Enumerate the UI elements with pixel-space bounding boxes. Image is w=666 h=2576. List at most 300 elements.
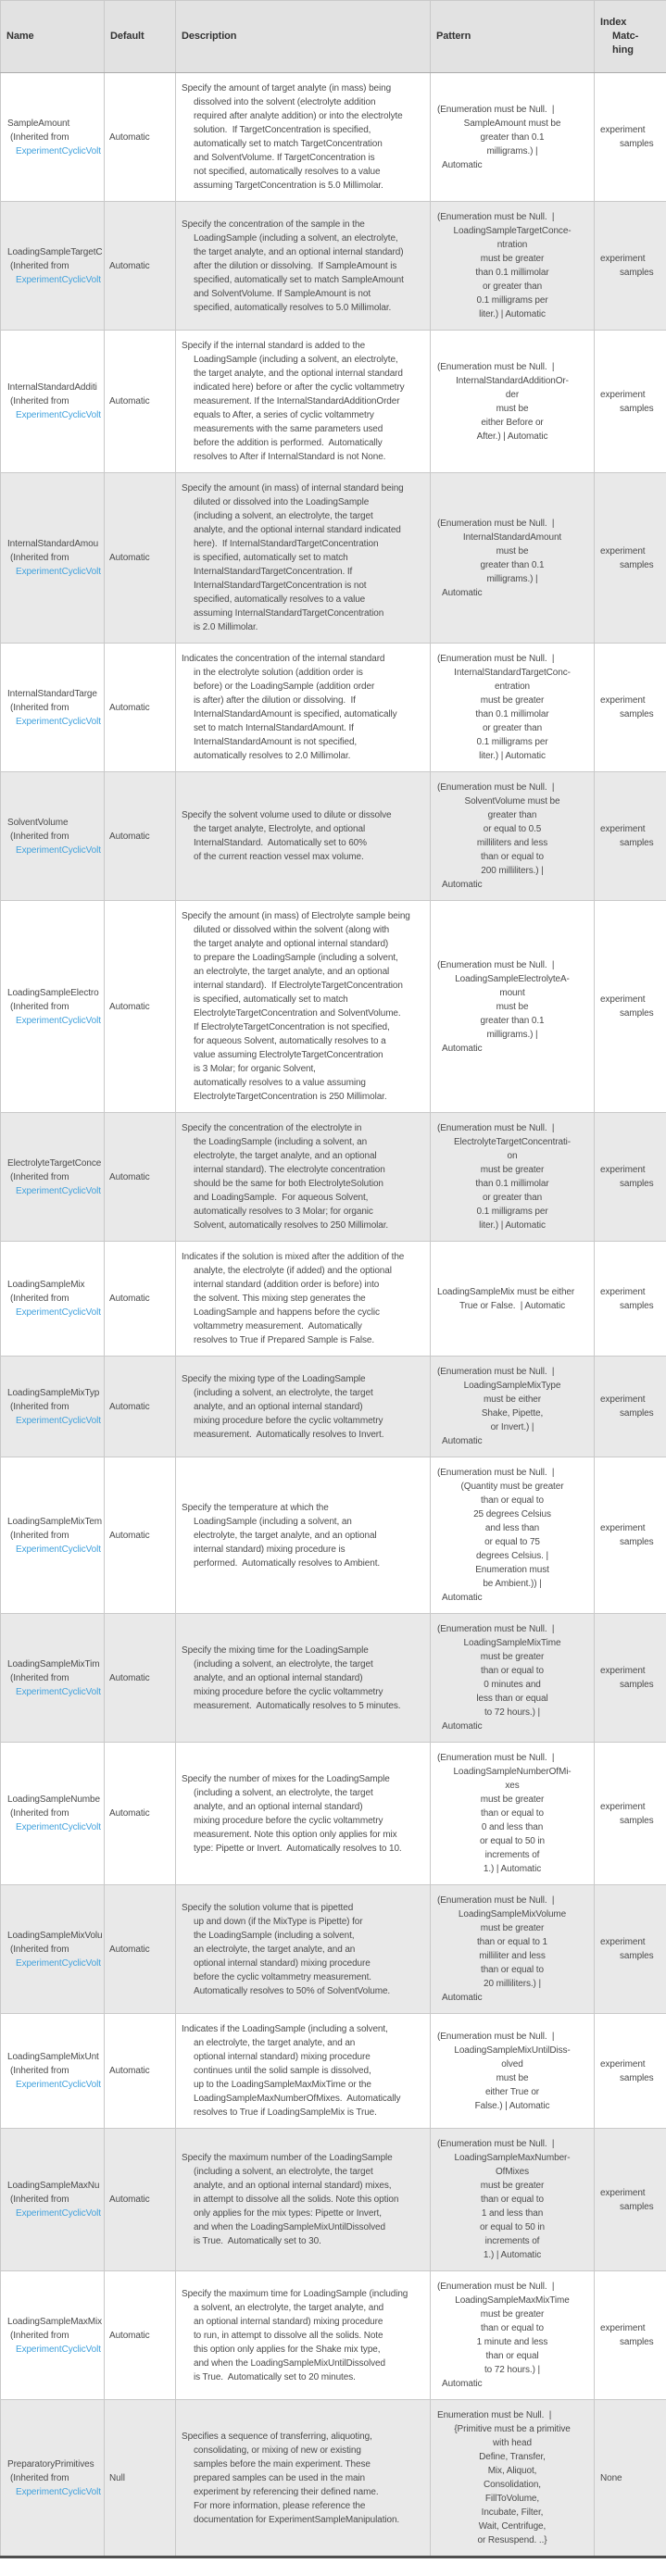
text-line: samples bbox=[620, 403, 654, 414]
description-cell bbox=[176, 331, 431, 473]
text-line: For more information, please reference the bbox=[194, 2500, 366, 2511]
option-row-LoadingSampleMaxNu bbox=[1, 2129, 666, 2271]
inherited-from-label: (Inherited from bbox=[10, 702, 69, 713]
text-line: 1 minute and less bbox=[476, 2337, 548, 2347]
inherited-link[interactable]: ExperimentCyclicVolt bbox=[16, 1686, 101, 1697]
default-cell bbox=[105, 1743, 176, 1885]
description-cell bbox=[176, 644, 431, 772]
name-cell bbox=[1, 1242, 105, 1357]
text-line: samples bbox=[620, 709, 654, 719]
text-line: Specify the concentration of the electrolyte in bbox=[182, 1123, 362, 1133]
description-cell bbox=[176, 2129, 431, 2271]
text-line: or greater than bbox=[482, 281, 543, 292]
text-line: Specify the maximum number of the LoadingSample bbox=[182, 2153, 393, 2163]
text-line: Indicates if the solution is mixed after the addition of the bbox=[182, 1252, 405, 1262]
text-line: up to the LoadingSampleMaxMixTime or the bbox=[194, 2080, 371, 2090]
text-line: samples bbox=[620, 139, 654, 149]
column-header-pattern bbox=[431, 1, 595, 73]
default-cell bbox=[105, 331, 176, 473]
text-line: diluted or dissolved into the LoadingSample bbox=[194, 497, 370, 507]
text-line: Null bbox=[109, 2472, 125, 2483]
text-line: Enumeration must bbox=[475, 1565, 549, 1575]
text-line: samples bbox=[620, 559, 654, 570]
index-matching-cell bbox=[595, 2129, 666, 2271]
text-line: Specify the solution volume that is pipetted bbox=[182, 1902, 354, 1913]
text-line: InternalStandard. Automatically set to 60% bbox=[194, 838, 367, 848]
pattern-cell bbox=[431, 331, 595, 473]
text-line: optional internal standard) mixing procedure bbox=[194, 1957, 371, 1969]
text-line: samples bbox=[620, 2201, 654, 2212]
text-line: Specify the maximum time for LoadingSample (including bbox=[182, 2288, 408, 2299]
text-line: optional internal standard) mixing procedure bbox=[194, 2052, 371, 2062]
name-cell bbox=[1, 772, 105, 901]
text-line: Specify if the internal standard is added to the bbox=[182, 341, 366, 351]
text-line: InternalStandardAdditionOr- bbox=[456, 375, 569, 386]
text-line: Automatic bbox=[109, 1530, 150, 1541]
text-line: (Enumeration must be Null. | bbox=[437, 518, 555, 529]
inherited-link[interactable]: ExperimentCyclicVolt bbox=[16, 2080, 101, 2090]
text-line: resolves to True if LoadingSampleMix is True. bbox=[194, 2107, 377, 2118]
index-matching-cell bbox=[595, 2271, 666, 2400]
text-line: performed. Automatically resolves to Ambient. bbox=[194, 1557, 381, 1569]
inherited-from-label: (Inherited from bbox=[10, 1530, 69, 1541]
pattern-cell bbox=[431, 772, 595, 901]
index-matching-cell bbox=[595, 1113, 666, 1242]
text-line: must be greater bbox=[480, 1794, 545, 1805]
default-cell bbox=[105, 1242, 176, 1357]
inherited-link[interactable]: ExperimentCyclicVolt bbox=[16, 274, 101, 285]
inherited-line bbox=[6, 1543, 99, 1557]
text-line: is 3 Molar; for organic Solvent, bbox=[194, 1064, 316, 1074]
text-line: (Enumeration must be Null. | bbox=[437, 1624, 555, 1634]
text-line: internal standard (addition order is before) into bbox=[194, 1280, 380, 1290]
text-line: InternalStandardAmount bbox=[462, 531, 562, 543]
inherited-from-label: (Inherited from bbox=[10, 2472, 69, 2483]
inherited-link[interactable]: ExperimentCyclicVolt bbox=[16, 1185, 101, 1196]
text-line: experiment bbox=[600, 695, 646, 706]
text-line: der bbox=[505, 389, 520, 400]
name-cell bbox=[1, 2014, 105, 2129]
inherited-from-label: (Inherited from bbox=[10, 1672, 69, 1683]
inherited-line bbox=[6, 565, 99, 579]
inherited-link[interactable]: ExperimentCyclicVolt bbox=[16, 716, 101, 727]
inherited-link[interactable]: ExperimentCyclicVolt bbox=[16, 2344, 101, 2355]
text-line: experiment bbox=[600, 824, 646, 834]
column-header-index_matching bbox=[595, 1, 666, 73]
text-line: liter.) | Automatic bbox=[479, 309, 546, 319]
text-line: LoadingSampleMixType bbox=[463, 1381, 561, 1391]
inherited-from-label: (Inherited from bbox=[10, 553, 69, 563]
option-name: InternalStandardTarge bbox=[7, 688, 97, 699]
text-line: Automatic bbox=[109, 831, 150, 842]
option-name: LoadingSampleElectro bbox=[7, 987, 99, 998]
text-line: Index bbox=[600, 17, 627, 28]
text-line: or Resuspend. ..} bbox=[477, 2535, 547, 2545]
option-name: LoadingSampleNumbe bbox=[7, 1794, 100, 1805]
text-line: Automatic bbox=[109, 702, 150, 713]
text-line: dissolved into the solvent (electrolyte addition bbox=[194, 97, 376, 107]
text-line: Indicates if the LoadingSample (including a solvent, bbox=[182, 2024, 388, 2034]
text-line: (including a solvent, an electrolyte, the target bbox=[194, 1387, 373, 1398]
inherited-from-label: (Inherited from bbox=[10, 131, 69, 143]
text-line: {Primitive must be a primitive bbox=[454, 2424, 571, 2434]
option-name: InternalStandardAdditi bbox=[7, 382, 97, 393]
description-cell bbox=[176, 73, 431, 202]
text-line: experiment by referencing their defined name. bbox=[194, 2486, 379, 2497]
text-line: only applies for the mix types: Pipette or Invert, bbox=[194, 2208, 382, 2219]
inherited-from-label: (Inherited from bbox=[10, 1944, 69, 1955]
text-line: analyte, and an optional internal standard) bbox=[194, 1672, 363, 1683]
text-line: LoadingSampleMix must be either bbox=[437, 1286, 575, 1297]
text-line: measurement. Automatically resolves to Invert. bbox=[194, 1429, 384, 1440]
text-line: continues until the solid sample is dissolved, bbox=[194, 2066, 371, 2076]
text-line: SolventVolume must be bbox=[464, 796, 560, 807]
text-line: automatically resolves to 2.0 Millimolar. bbox=[194, 751, 351, 761]
text-line: experiment bbox=[600, 2323, 646, 2333]
pattern-cell bbox=[431, 1457, 595, 1614]
text-line: than or equal to bbox=[481, 1495, 544, 1506]
text-line: experiment bbox=[600, 2058, 646, 2070]
text-line: LoadingSampleTargetConce- bbox=[453, 226, 572, 236]
text-line: Automatic bbox=[442, 1721, 483, 1732]
index-matching-cell bbox=[595, 1457, 666, 1614]
inherited-link[interactable]: ExperimentCyclicVolt bbox=[16, 1415, 101, 1426]
text-line: mixing procedure before the cyclic voltammetry bbox=[194, 1686, 383, 1697]
text-line: than 0.1 millimolar bbox=[475, 1179, 549, 1189]
text-line: automatically set to match TargetConcentration bbox=[194, 139, 383, 149]
text-line: Automatic bbox=[109, 1294, 150, 1304]
text-line: specified, automatically set to match SampleAmount bbox=[194, 274, 404, 285]
inherited-line bbox=[6, 715, 99, 729]
text-line: (Enumeration must be Null. | bbox=[437, 2139, 555, 2149]
text-line: liter.) | Automatic bbox=[479, 1220, 546, 1231]
text-line: samples bbox=[620, 1179, 654, 1189]
option-row-LoadingSampleMaxMix bbox=[1, 2271, 666, 2400]
text-line: must be either bbox=[484, 1394, 541, 1405]
inherited-line bbox=[6, 2485, 99, 2499]
text-line: be Ambient.)) | bbox=[483, 1579, 542, 1589]
text-line: milligrams.) | bbox=[486, 573, 538, 584]
text-line: automatically resolves to a value assuming bbox=[194, 1078, 366, 1088]
option-name: SampleAmount bbox=[7, 118, 70, 129]
default-cell bbox=[105, 2400, 176, 2557]
column-header-description bbox=[176, 1, 431, 73]
text-line: or equal to 50 in bbox=[479, 1836, 546, 1846]
text-line: Automatic bbox=[109, 396, 150, 406]
text-line: internal standard). If ElectrolyteTargetConcentration bbox=[194, 981, 403, 991]
text-line: FillToVolume, bbox=[484, 2494, 540, 2504]
text-line: the target analyte, and an optional internal standard) bbox=[194, 246, 404, 257]
text-line: xes bbox=[505, 1781, 520, 1791]
text-line: must be greater bbox=[480, 254, 545, 264]
text-line: milliliter and less bbox=[479, 1951, 546, 1961]
text-line: LoadingSampleMixUntilDiss- bbox=[454, 2045, 571, 2056]
description-cell bbox=[176, 473, 431, 644]
pattern-cell bbox=[431, 2014, 595, 2129]
inherited-link[interactable]: ExperimentCyclicVolt bbox=[16, 567, 101, 577]
text-line: or equal to 75 bbox=[484, 1537, 540, 1547]
inherited-link[interactable]: ExperimentCyclicVolt bbox=[16, 1822, 101, 1832]
name-cell bbox=[1, 1357, 105, 1457]
text-line: the target analyte and optional internal standard) bbox=[194, 939, 389, 949]
text-line: than or equal to bbox=[481, 1965, 544, 1975]
text-line: is True. Automatically set to 30. bbox=[194, 2236, 321, 2246]
text-line: to 72 hours.) | bbox=[484, 2365, 541, 2375]
text-line: experiment bbox=[600, 254, 646, 264]
text-line: than or equal to bbox=[481, 852, 544, 862]
text-line: not specified, automatically resolves to a value bbox=[194, 167, 381, 177]
text-line: Define, Transfer, bbox=[479, 2452, 546, 2462]
text-line: (Enumeration must be Null. | bbox=[437, 1367, 555, 1377]
text-line: Specify the solvent volume used to dilute or dissolve bbox=[182, 810, 392, 820]
option-name: LoadingSampleMixTyp bbox=[7, 1387, 100, 1398]
text-line: LoadingSampleMaxNumberOfMixes. Automatically bbox=[194, 2094, 401, 2104]
text-line: Solvent, automatically resolves to 250 Millimolar. bbox=[194, 1220, 389, 1231]
pattern-cell bbox=[431, 1113, 595, 1242]
inherited-line bbox=[6, 2207, 99, 2220]
inherited-link[interactable]: ExperimentCyclicVolt bbox=[16, 1957, 101, 1969]
index-matching-cell bbox=[595, 1357, 666, 1457]
text-line: the LoadingSample (including a solvent, an bbox=[194, 1137, 368, 1147]
text-line: samples bbox=[620, 838, 654, 848]
inherited-line bbox=[6, 1820, 99, 1834]
text-line: set to match InternalStandardAmount. If bbox=[194, 723, 354, 733]
text-line: an electrolyte, the target analyte, and an optional bbox=[194, 967, 390, 977]
text-line: and less than bbox=[484, 1523, 540, 1533]
text-line: internal standard) mixing procedure is bbox=[194, 1544, 346, 1555]
text-line: less than or equal bbox=[476, 1694, 548, 1704]
default-cell bbox=[105, 473, 176, 644]
text-line: (including a solvent, an electrolyte, the target bbox=[194, 1787, 373, 1798]
text-line: voltammetry measurement. Automatically bbox=[194, 1321, 362, 1332]
text-line: 0 and less than bbox=[481, 1822, 544, 1832]
text-line: (Enumeration must be Null. | bbox=[437, 2282, 555, 2292]
text-line: milligrams.) | bbox=[486, 145, 538, 156]
text-line: liter.) | Automatic bbox=[479, 751, 546, 761]
name-cell bbox=[1, 202, 105, 331]
text-line: ntration bbox=[496, 240, 528, 250]
text-line: after the dilution or dissolving. If SampleAmount is bbox=[194, 260, 397, 271]
text-line: (including a solvent, an electrolyte, the target bbox=[194, 2167, 373, 2177]
text-line: milligrams.) | bbox=[486, 1029, 538, 1040]
option-row-LoadingSampleMix bbox=[1, 1242, 666, 1357]
text-line: or equal to 0.5 bbox=[483, 824, 542, 834]
default-cell bbox=[105, 73, 176, 202]
description-cell bbox=[176, 1242, 431, 1357]
text-line: or greater than bbox=[482, 1193, 543, 1203]
text-line: (Quantity must be greater bbox=[460, 1482, 564, 1492]
inherited-link[interactable]: ExperimentCyclicVolt bbox=[16, 1307, 101, 1318]
text-line: must be greater bbox=[480, 2309, 545, 2320]
text-line: Specify the concentration of the sample in the bbox=[182, 219, 365, 230]
text-line: samples bbox=[620, 268, 654, 278]
text-line: in attempt to dissolve all the solids. Note this option bbox=[194, 2195, 399, 2205]
text-line: (Enumeration must be Null. | bbox=[437, 1123, 555, 1133]
text-line: measurements with the same parameters used bbox=[194, 424, 383, 434]
text-line: 20 milliliters.) | bbox=[484, 1979, 541, 1989]
text-line: hing bbox=[612, 44, 634, 56]
name-cell bbox=[1, 1885, 105, 2014]
text-line: and LoadingSample. For aqueous Solvent, bbox=[194, 1193, 369, 1203]
text-line: Automatic bbox=[109, 2195, 150, 2205]
pattern-cell bbox=[431, 473, 595, 644]
option-name: LoadingSampleTargetC bbox=[7, 246, 103, 257]
name-cell bbox=[1, 1743, 105, 1885]
text-line: experiment bbox=[600, 389, 646, 400]
text-line: samples bbox=[620, 2337, 654, 2347]
text-line: Automatic bbox=[442, 2379, 483, 2389]
text-line: the LoadingSample (including a solvent, bbox=[194, 1930, 355, 1941]
text-line: LoadingSample and happens before the cyclic bbox=[194, 1307, 380, 1318]
text-line: samples bbox=[620, 1815, 654, 1826]
option-row-ElectrolyteTargetConce bbox=[1, 1113, 666, 1242]
text-line: analyte, and an optional internal standard) mixes, bbox=[194, 2181, 392, 2191]
inherited-link[interactable]: ExperimentCyclicVolt bbox=[16, 145, 101, 156]
text-line: than or equal to bbox=[481, 1808, 544, 1819]
text-line: prepared samples can be used in the main bbox=[194, 2472, 366, 2483]
text-line: for aqueous Solvent, automatically resolves to a bbox=[194, 1036, 386, 1046]
text-line: SampleAmount must be bbox=[463, 118, 561, 129]
text-line: experiment bbox=[600, 125, 646, 135]
text-line: specified, automatically resolves to a value bbox=[194, 594, 366, 605]
inherited-link[interactable]: ExperimentCyclicVolt bbox=[16, 410, 101, 420]
header-row bbox=[1, 1, 666, 73]
index-matching-cell bbox=[595, 772, 666, 901]
text-line: Specify the amount (in mass) of internal standard being bbox=[182, 483, 404, 494]
text-line: either Before or bbox=[481, 417, 544, 428]
text-line: Enumeration must be Null. | bbox=[437, 2410, 552, 2420]
text-line: should be the same for both ElectrolyteSolution bbox=[194, 1179, 383, 1189]
text-line: greater than 0.1 bbox=[480, 1015, 545, 1026]
text-line: Mix, Aliquot, bbox=[487, 2466, 537, 2476]
pattern-cell bbox=[431, 2129, 595, 2271]
text-line: 200 milliliters.) | bbox=[481, 866, 544, 876]
text-line: (Enumeration must be Null. | bbox=[437, 782, 555, 793]
text-line: ElectrolyteTargetConcentration is 250 Millimolar. bbox=[194, 1092, 387, 1102]
text-line: (including a solvent, an electrolyte, the target bbox=[194, 1658, 373, 1669]
text-line: Automatic bbox=[109, 553, 150, 563]
text-line: to 72 hours.) | bbox=[484, 1707, 541, 1718]
default-cell bbox=[105, 1885, 176, 2014]
text-line: before the cyclic voltammetry measurement. bbox=[194, 1971, 371, 1982]
text-line: LoadingSampleMaxMixTime bbox=[455, 2295, 570, 2306]
index-matching-cell bbox=[595, 331, 666, 473]
text-line: LoadingSample (including a solvent, an electrolyte, bbox=[194, 355, 398, 365]
text-line: electrolyte, the target analyte, and an optional bbox=[194, 1530, 377, 1541]
text-line: the solvent. This mixing step generates the bbox=[194, 1294, 366, 1304]
text-line: mixing procedure before the cyclic voltammetry bbox=[194, 1815, 383, 1826]
text-line: is specified, automatically set to match bbox=[194, 994, 348, 1005]
inherited-link[interactable]: ExperimentCyclicVolt bbox=[16, 844, 101, 856]
text-line: 1.) | Automatic bbox=[483, 1864, 542, 1874]
text-line: equals to After, a series of cyclic voltammetry bbox=[194, 410, 374, 420]
option-name: LoadingSampleMixUnt bbox=[7, 2052, 99, 2062]
text-line: 25 degrees Celsius bbox=[473, 1509, 551, 1519]
text-line: of the current reaction vessel max volume. bbox=[194, 852, 364, 862]
text-line: samples bbox=[620, 1300, 654, 1311]
column-header-default bbox=[105, 1, 176, 73]
text-line: Automatic bbox=[109, 1401, 150, 1412]
inherited-link[interactable]: ExperimentCyclicVolt bbox=[16, 1544, 101, 1555]
text-line: resolves to True if Prepared Sample is False. bbox=[194, 1335, 375, 1345]
text-line: analyte, and the optional internal standard indicated bbox=[194, 525, 401, 535]
text-line: Automatic bbox=[109, 131, 150, 143]
text-line: olved bbox=[501, 2058, 523, 2070]
description-cell bbox=[176, 1113, 431, 1242]
text-line: than or equal to bbox=[481, 1666, 544, 1676]
text-line: 1.) | Automatic bbox=[483, 2250, 542, 2260]
option-row-LoadingSampleMixTyp bbox=[1, 1357, 666, 1457]
inherited-link[interactable]: ExperimentCyclicVolt bbox=[16, 2486, 101, 2497]
text-line: resolves to After if InternalStandard is not None. bbox=[194, 452, 386, 462]
text-line: Automatic bbox=[442, 159, 483, 170]
default-cell bbox=[105, 1457, 176, 1614]
text-line: samples bbox=[620, 1951, 654, 1961]
text-line: Specifies a sequence of transferring, aliquoting, bbox=[182, 2431, 372, 2442]
text-line: type: Pipette or Invert. Automatically resolves to 10. bbox=[194, 1843, 402, 1854]
text-line: samples bbox=[620, 2072, 654, 2083]
text-line: must be bbox=[496, 545, 529, 556]
pattern-cell bbox=[431, 1242, 595, 1357]
text-line: assuming TargetConcentration is 5.0 Millimolar. bbox=[194, 181, 383, 191]
text-line: is 2.0 Millimolar. bbox=[194, 622, 258, 632]
text-line: Automatic bbox=[109, 1672, 150, 1683]
text-line: (Enumeration must be Null. | bbox=[437, 959, 555, 970]
text-line: must be greater bbox=[480, 1652, 545, 1662]
text-line: greater than 0.1 bbox=[480, 559, 545, 570]
option-name: LoadingSampleMaxNu bbox=[7, 2181, 100, 2191]
text-line: than 0.1 millimolar bbox=[475, 709, 549, 719]
inherited-from-label: (Inherited from bbox=[10, 260, 69, 271]
option-row-SolventVolume bbox=[1, 772, 666, 901]
default-cell bbox=[105, 2129, 176, 2271]
text-line: samples bbox=[620, 1680, 654, 1690]
text-line: OfMixes bbox=[496, 2167, 529, 2177]
description-cell bbox=[176, 1457, 431, 1614]
text-line: Automatic bbox=[109, 260, 150, 271]
text-line: value assuming ElectrolyteTargetConcentration bbox=[194, 1050, 383, 1060]
text-line: indicated here) before or after the cyclic voltammetry bbox=[194, 382, 405, 393]
inherited-from-label: (Inherited from bbox=[10, 1171, 69, 1182]
inherited-link[interactable]: ExperimentCyclicVolt bbox=[16, 1015, 101, 1026]
name-cell bbox=[1, 73, 105, 202]
inherited-link[interactable]: ExperimentCyclicVolt bbox=[16, 2208, 101, 2219]
inherited-line bbox=[6, 1685, 99, 1699]
option-row-LoadingSampleMixTem bbox=[1, 1457, 666, 1614]
text-line: None bbox=[600, 2472, 622, 2483]
description-cell bbox=[176, 772, 431, 901]
inherited-line bbox=[6, 844, 99, 857]
text-line: LoadingSampleNumberOfMi- bbox=[453, 1767, 572, 1777]
pattern-cell bbox=[431, 901, 595, 1113]
text-line: samples bbox=[620, 1008, 654, 1019]
text-line: milliliters and less bbox=[476, 838, 548, 848]
text-line: Specify the amount (in mass) of Electrolyte sample being bbox=[182, 911, 410, 921]
text-line: experiment bbox=[600, 1801, 646, 1812]
text-line: (Enumeration must be Null. | bbox=[437, 361, 555, 372]
text-line: with head bbox=[493, 2438, 532, 2448]
text-line: experiment bbox=[600, 1666, 646, 1676]
text-line: Automatic bbox=[442, 1993, 483, 2003]
text-line: entration bbox=[494, 682, 531, 692]
default-cell bbox=[105, 644, 176, 772]
index-matching-cell bbox=[595, 2014, 666, 2129]
pattern-cell bbox=[431, 1357, 595, 1457]
text-line: documentation for ExperimentSampleManipulation. bbox=[194, 2514, 400, 2525]
inherited-from-label: (Inherited from bbox=[10, 396, 69, 406]
text-line: Automatic bbox=[442, 1593, 483, 1603]
text-line: the target analyte, and the optional internal standard bbox=[194, 369, 403, 379]
